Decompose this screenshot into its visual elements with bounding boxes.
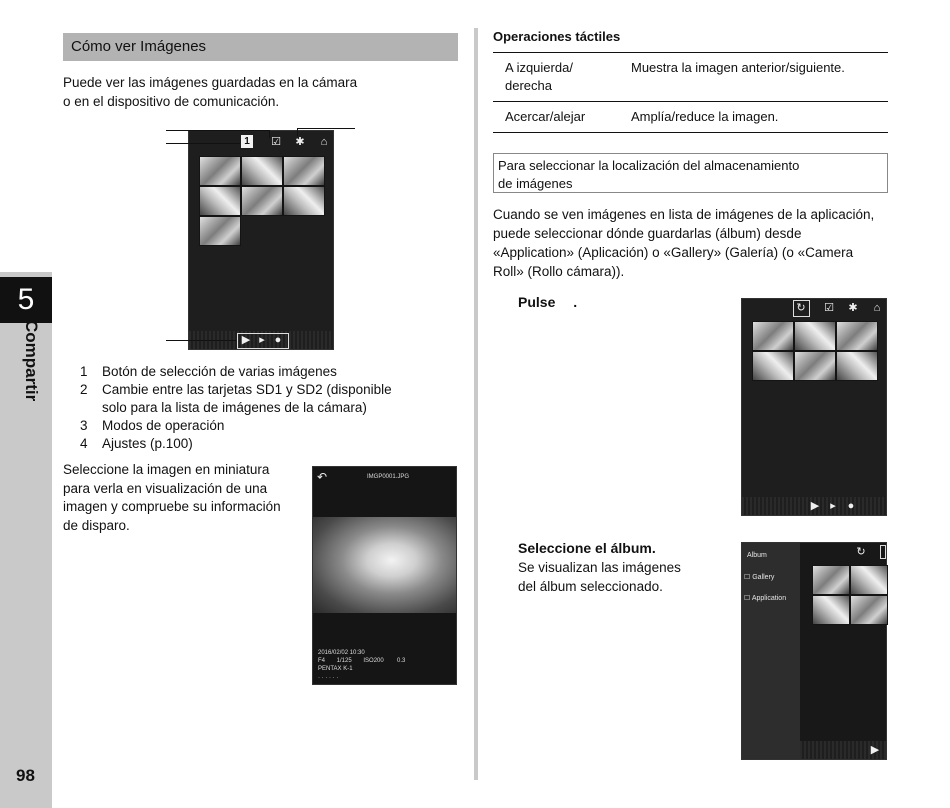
column-divider (474, 28, 478, 780)
thumbnail[interactable] (199, 186, 241, 216)
step-2-description (518, 558, 718, 596)
legend-number: 4 (80, 436, 88, 451)
wifi-camera-icon[interactable] (880, 545, 886, 559)
thumbnail[interactable] (752, 321, 794, 351)
back-arrow-icon[interactable]: ↶ (316, 470, 328, 484)
legend-number: 2 (80, 382, 88, 397)
step-2-line: Se visualizan las imágenes (518, 560, 681, 575)
viewer-line: imagen y compruebe su información (63, 499, 281, 514)
thumbnail[interactable] (836, 351, 878, 381)
card-badge: 1 (241, 135, 253, 148)
multi-select-icon[interactable]: ☑ (824, 302, 834, 314)
viewer-line: Seleccione la imagen en miniatura (63, 462, 270, 477)
album-item-label: Application (751, 595, 787, 602)
thumbnail[interactable] (794, 321, 836, 351)
play-icon[interactable]: ▶ (241, 334, 251, 346)
ops-action (493, 102, 631, 132)
gear-icon: ✱ (295, 136, 305, 148)
album-item-gallery[interactable]: ☐ Gallery (744, 574, 775, 581)
heading-line: Para seleccionar la localización del almacenamiento (498, 158, 800, 173)
wifi-camera-icon[interactable]: ⌂ (873, 302, 881, 314)
thumbnail[interactable] (812, 595, 850, 625)
callout-line-2 (166, 143, 240, 144)
camera-icon[interactable]: ● (847, 500, 855, 512)
ops-action-line: derecha (505, 78, 552, 93)
refresh-icon[interactable]: ↻ (856, 546, 866, 558)
shot-exposure: F4 1/125 ISO200 0.3 (318, 658, 406, 664)
ops-action (493, 53, 631, 101)
step-2: Seleccione el álbum. (518, 540, 656, 556)
callout-line-1 (166, 130, 269, 131)
thumbnail[interactable] (283, 186, 325, 216)
heading-line: de imágenes (498, 176, 573, 191)
shot-date: 2016/02/02 10:30 (318, 650, 365, 656)
thumbnail[interactable] (199, 216, 241, 246)
album-item-label: Gallery (752, 574, 775, 581)
intro-line: Puede ver las imágenes guardadas en la cámara (63, 75, 358, 90)
album-drawer (742, 543, 800, 759)
legend-item (80, 363, 470, 381)
phone-single-image-screenshot (312, 466, 457, 685)
thumbnail[interactable] (836, 321, 878, 351)
body-line: «Application» (Aplicación) o «Gallery» (Galería) (o «Camera (493, 245, 854, 260)
thumbnail[interactable] (794, 351, 836, 381)
thumbnail[interactable] (850, 565, 888, 595)
body-line: Roll» (Rollo cámara)). (493, 264, 625, 279)
legend-item (80, 399, 470, 417)
legend-text: Modos de operación (102, 418, 225, 433)
viewer-line: para verla en visualización de una (63, 480, 268, 496)
section-title: Cómo ver Imágenes (71, 38, 207, 55)
storage-paragraph (493, 205, 893, 281)
album-header: Album (747, 552, 767, 559)
ops-result: Muestra la imagen anterior/siguiente. (631, 60, 845, 75)
step-2-line: del álbum seleccionado. (518, 579, 663, 594)
ops-title: Operaciones táctiles (493, 29, 621, 44)
body-line: Cuando se ven imágenes en lista de imágenes de la aplicación, (493, 207, 875, 222)
callout-legend (80, 363, 470, 453)
phone-album-toggle-screenshot (741, 298, 887, 516)
intro-line: o en el dispositivo de comunicación. (63, 94, 280, 109)
legend-number: 1 (80, 364, 88, 379)
table-row (493, 53, 888, 102)
storage-location-heading (493, 153, 888, 193)
step-1 (518, 294, 577, 310)
chapter-title: Compartir (22, 320, 41, 402)
thumbnail[interactable] (283, 156, 325, 186)
step-1-text: Pulse (518, 294, 556, 310)
play-icon[interactable]: ▶ (870, 744, 880, 756)
multi-select-icon: ☑ (271, 136, 281, 148)
large-photo[interactable] (313, 517, 456, 613)
callout-line-4-drop (297, 128, 298, 136)
legend-item (80, 381, 470, 399)
legend-text: Ajustes (p.100) (102, 436, 193, 451)
chapter-number: 5 (0, 277, 52, 323)
info-icons: · · · · · · (318, 675, 339, 681)
legend-number: 3 (80, 418, 88, 433)
thumbnail[interactable] (812, 565, 850, 595)
legend-item (80, 435, 470, 453)
table-row (493, 102, 888, 133)
camera-icon[interactable]: ● (274, 334, 282, 346)
section-title-bar (63, 33, 458, 61)
body-line: puede seleccionar dónde guardarlas (álbum) desde (493, 226, 802, 241)
callout-line-1-drop (269, 130, 270, 138)
transfer-icon[interactable]: ▸ (259, 334, 265, 346)
step-1-suffix: . (573, 294, 578, 310)
thumbnail[interactable] (199, 156, 241, 186)
ops-action-line: A izquierda/ (505, 60, 573, 75)
callout-line-3 (166, 340, 236, 341)
thumbnail[interactable] (850, 595, 888, 625)
image-filename: IMGP0001.JPG (366, 474, 410, 480)
ops-action-line: Acercar/alejar (505, 109, 586, 124)
legend-item (80, 417, 470, 435)
play-icon[interactable]: ▶ (810, 500, 820, 512)
camera-model: PENTAX K-1 (318, 666, 353, 672)
legend-number (80, 399, 102, 417)
phone-image-list-screenshot (188, 130, 334, 350)
legend-text: solo para la lista de imágenes de la cámara) (102, 400, 367, 415)
phone-album-menu-screenshot (741, 542, 887, 760)
wifi-camera-icon: ⌂ (320, 136, 328, 148)
thumbnail[interactable] (241, 186, 283, 216)
page-number: 98 (16, 766, 35, 785)
gear-icon[interactable]: ✱ (848, 302, 858, 314)
callout-line-4 (297, 128, 355, 129)
album-item-application[interactable]: ☐ Application (744, 595, 787, 602)
refresh-icon[interactable]: ↻ (796, 302, 806, 314)
ops-result: Amplía/reduce la imagen. (631, 109, 779, 124)
legend-text: Botón de selección de varias imágenes (102, 364, 337, 379)
transfer-icon[interactable]: ▸ (830, 500, 836, 512)
thumbnail[interactable] (241, 156, 283, 186)
legend-text: Cambie entre las tarjetas SD1 y SD2 (disponible (102, 382, 392, 397)
viewer-paragraph (63, 461, 303, 535)
thumbnail[interactable] (752, 351, 794, 381)
intro-paragraph (63, 73, 463, 111)
touch-operations-table (493, 52, 888, 133)
viewer-line: de disparo. (63, 517, 130, 533)
